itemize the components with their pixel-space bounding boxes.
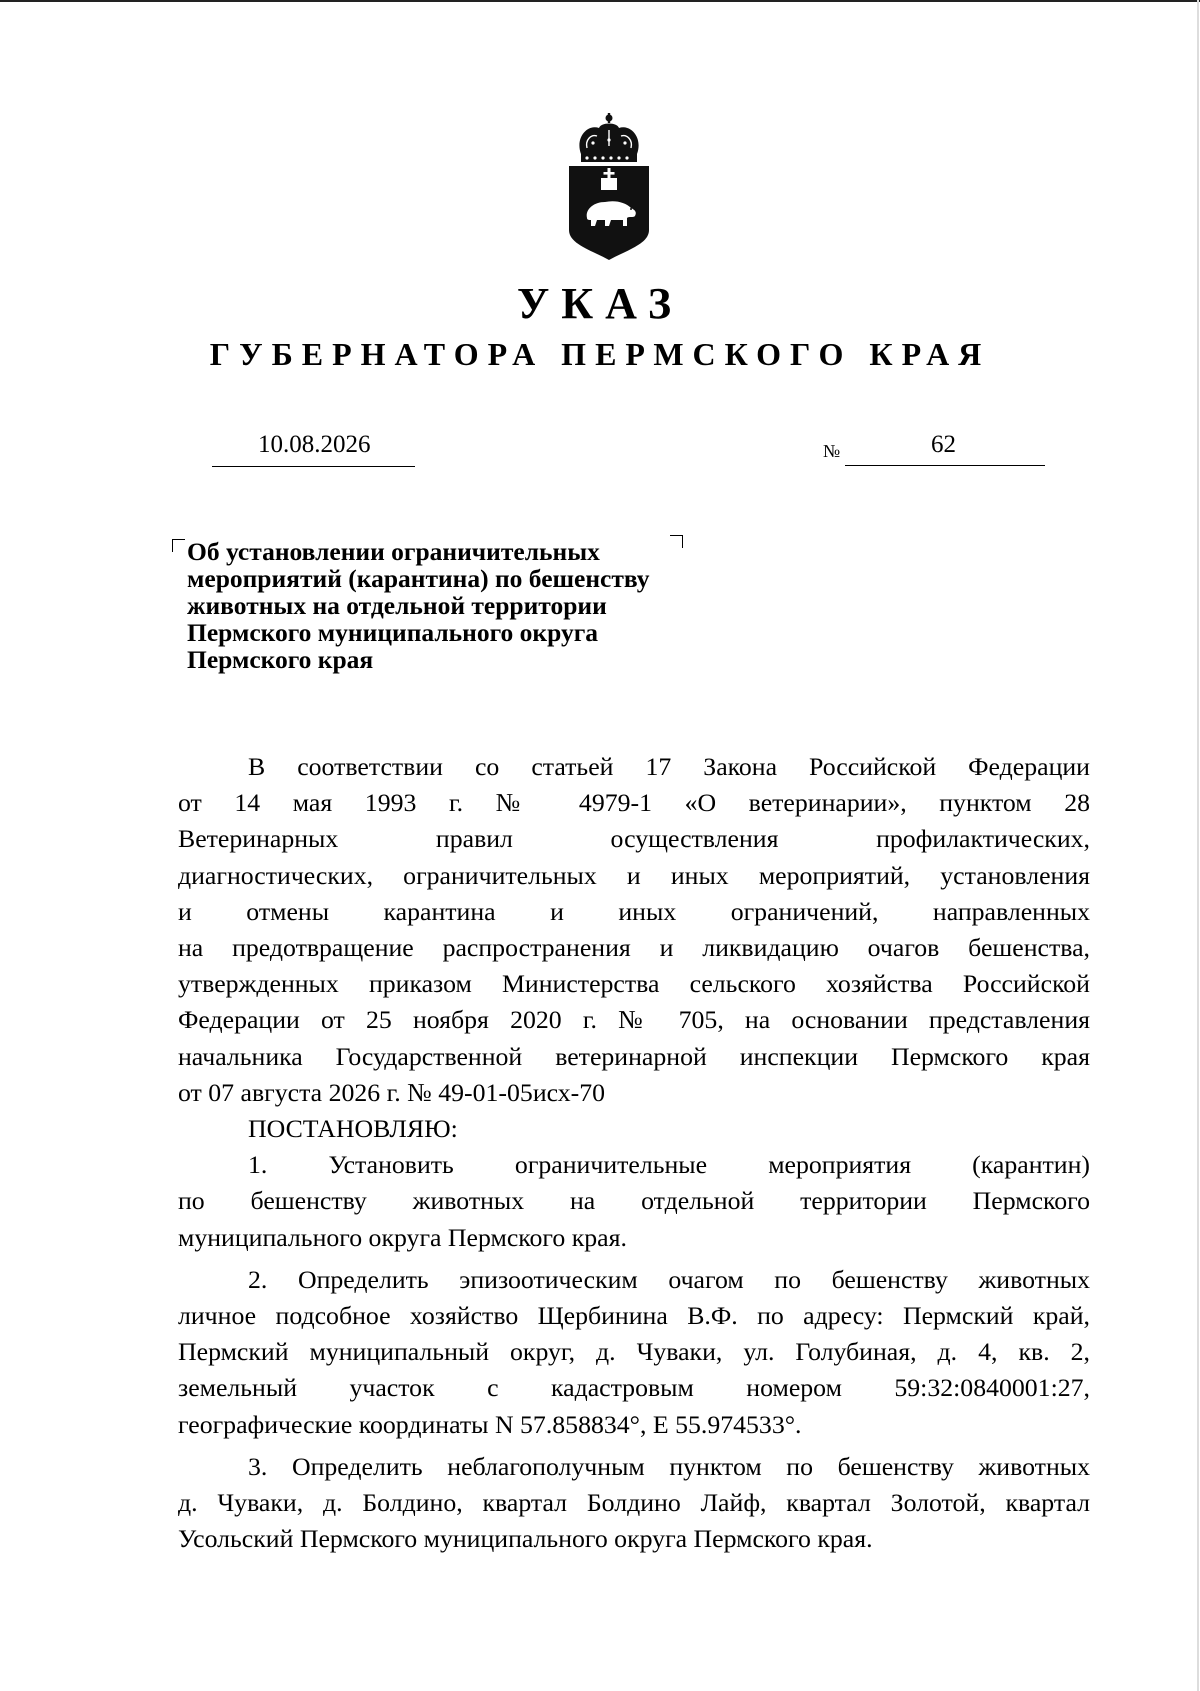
page-right-edge	[1197, 0, 1199, 1691]
preamble-line: от 07 августа 2026 г. № 49-01-05исх-70	[178, 1077, 606, 1107]
page-top-border	[0, 0, 1200, 2]
subject-line: Пермского края	[187, 645, 374, 674]
item-line: 3. Определить неблагополучным пунктом по бешенству животных	[248, 1451, 1090, 1481]
preamble-line: начальника Государственной ветеринарной инспекции Пермского края	[178, 1041, 1090, 1071]
preamble-line: диагностических, ограничительных и иных мероприятий, установления	[178, 860, 1090, 890]
number-underline	[845, 465, 1045, 466]
item-line: Пермский муниципальный округ, д. Чуваки, ул. Голубиная, д. 4, кв. 2,	[178, 1337, 1090, 1367]
subject-line: животных на отдельной территории	[187, 591, 607, 620]
preamble-paragraph	[178, 749, 1090, 1111]
crown-icon	[579, 113, 638, 162]
document-title: УКАЗ	[516, 279, 684, 328]
date-field	[212, 426, 415, 467]
document-number: 62	[931, 431, 956, 458]
document-body	[178, 749, 1090, 1557]
item-line: 2. Определить эпизоотическим очагом по бешенству животных	[248, 1264, 1090, 1294]
decree-item-3	[178, 1449, 1090, 1558]
coat-of-arms-emblem	[565, 112, 653, 262]
item-line: Усольский Пермского муниципального округа Пермского края.	[178, 1524, 873, 1554]
decree-item-2	[178, 1262, 1090, 1443]
item-line: географические координаты N 57.858834°, E 55.974533°.	[178, 1409, 802, 1439]
number-sign: №	[823, 441, 841, 461]
preamble-line: Федерации от 25 ноября 2020 г. № 705, на основании представления	[178, 1005, 1090, 1035]
preamble-line: В соответствии со статьей 17 Закона Российской Федерации	[248, 752, 1090, 781]
item-line: 1. Установить ограничительные мероприятия (карантин)	[248, 1150, 1090, 1180]
document-date: 10.08.2026	[258, 431, 371, 458]
preamble-line: на предотвращение распространения и ликвидацию очагов бешенства,	[178, 933, 1090, 963]
item-line: земельный участок с кадастровым номером 59:32:0840001:27,	[178, 1373, 1090, 1403]
decree-word: ПОСТАНОВЛЯЮ:	[248, 1114, 458, 1144]
preamble-line: утвержденных приказом Министерства сельского хозяйства Российской	[178, 969, 1090, 999]
document-issuer: ГУБЕРНАТОРА ПЕРМСКОГО КРАЯ	[209, 336, 991, 372]
subject-line: мероприятий (карантина) по бешенству	[187, 564, 650, 593]
item-line: личное подсобное хозяйство Щербинина В.Ф. по адресу: Пермский край,	[178, 1301, 1090, 1331]
subject-line: Пермского муниципального округа	[187, 618, 599, 647]
document-subject	[187, 538, 727, 673]
subject-corner-mark-left	[172, 539, 185, 552]
number-field	[823, 426, 1045, 466]
item-line: муниципального округа Пермского края.	[178, 1222, 627, 1252]
item-line: по бешенству животных на отдельной территории Пермского	[178, 1186, 1090, 1216]
preamble-line: Ветеринарных правил осуществления профилактических,	[178, 824, 1090, 854]
preamble-line: и отмены карантина и иных ограничений, направленных	[178, 896, 1090, 926]
subject-line: Об установлении ограничительных	[187, 537, 600, 566]
preamble-line: от 14 мая 1993 г. № 4979-1 «О ветеринарии», пунктом 28	[178, 788, 1090, 818]
decree-item-1	[178, 1147, 1090, 1256]
item-line: д. Чуваки, д. Болдино, квартал Болдино Лайф, квартал Золотой, квартал	[178, 1488, 1090, 1518]
